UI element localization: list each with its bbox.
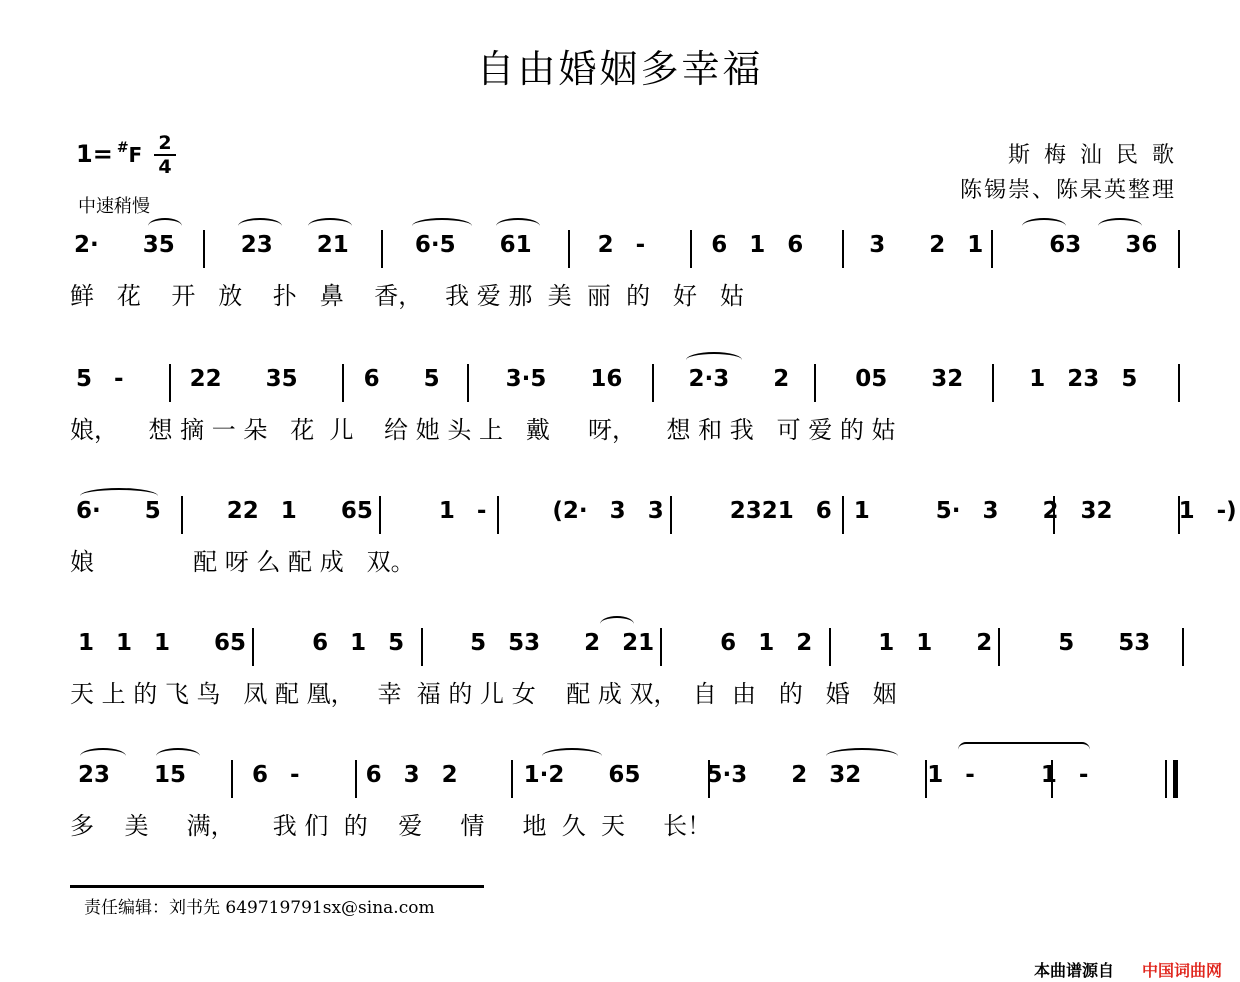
final-barline-thin [1165,760,1167,798]
time-signature [154,132,176,178]
credit-arranger: 陈锡崇、陈杲英整理 [959,178,1176,203]
notation: 5 - 22 35 6 5 3·5 16 2·3 2 05 32 1 23 5 [76,366,1138,392]
key-signature [76,140,142,168]
lyrics: 天 上 的 飞 鸟 凤 配 凰， 幸 福 的 儿 女 配 成 双， 自 由 的 婚 姻 [70,680,897,708]
tempo-marking: 中速稍慢 [78,196,150,217]
page-title: 自由婚姻多幸福 [476,47,764,91]
footer-rule [70,885,484,888]
key-note: F [128,143,143,167]
key-prefix: 1= [76,140,113,168]
slur [80,488,158,504]
notation: 1 1 1 65 6 1 5 5 53 2 21 6 1 2 1 1 2 5 53 [78,630,1151,656]
source-label: 本曲谱源自 [1034,961,1115,980]
barline [1178,230,1180,268]
notation: 6· 5 22 1 65 1 - (2· 3 3 2321 6 1 5· 3 2 32 1 -) [76,498,1237,524]
tie [958,742,1090,752]
slur [308,218,352,234]
slur [496,218,540,234]
slur [826,748,898,764]
credit-origin: 斯梅汕民歌 [1007,143,1188,168]
slur [686,352,742,368]
notation: 2· 35 23 21 6·5 61 2 - 6 1 6 3 2 1 63 36 [74,232,1158,258]
slur [80,748,126,764]
brand-link[interactable]: 中国词曲网 [1142,961,1223,980]
editor-credit: 责任编辑：刘书先 649719791sx@sina.com [84,898,435,918]
barline [1182,628,1184,666]
slur [600,616,634,632]
lyrics: 多 美 满， 我 们 的 爱 情 地 久 天 长！ [70,812,712,840]
key-sharp: # [116,140,129,156]
notation: 23 15 6 - 6 3 2 1·2 65 5·3 2 32 1 - 1 - [78,762,1089,788]
time-bottom: 4 [158,156,172,178]
time-top: 2 [158,132,172,154]
lyrics: 娘， 想 摘 一 朵 花 儿 给 她 头 上 戴 呀， 想 和 我 可 爱 的 姑 [70,416,896,444]
slur [412,218,472,234]
slur [1022,218,1066,234]
lyrics: 娘 配 呀 么 配 成 双。 [70,548,415,576]
slur [238,218,282,234]
slur [148,218,182,234]
slur [156,748,200,764]
lyrics: 鲜 花 开 放 扑 鼻 香， 我 爱 那 美 丽 的 好 姑 [70,282,744,310]
slur [542,748,602,764]
final-barline-thick [1173,760,1178,798]
slur [1098,218,1142,234]
barline [1178,364,1180,402]
